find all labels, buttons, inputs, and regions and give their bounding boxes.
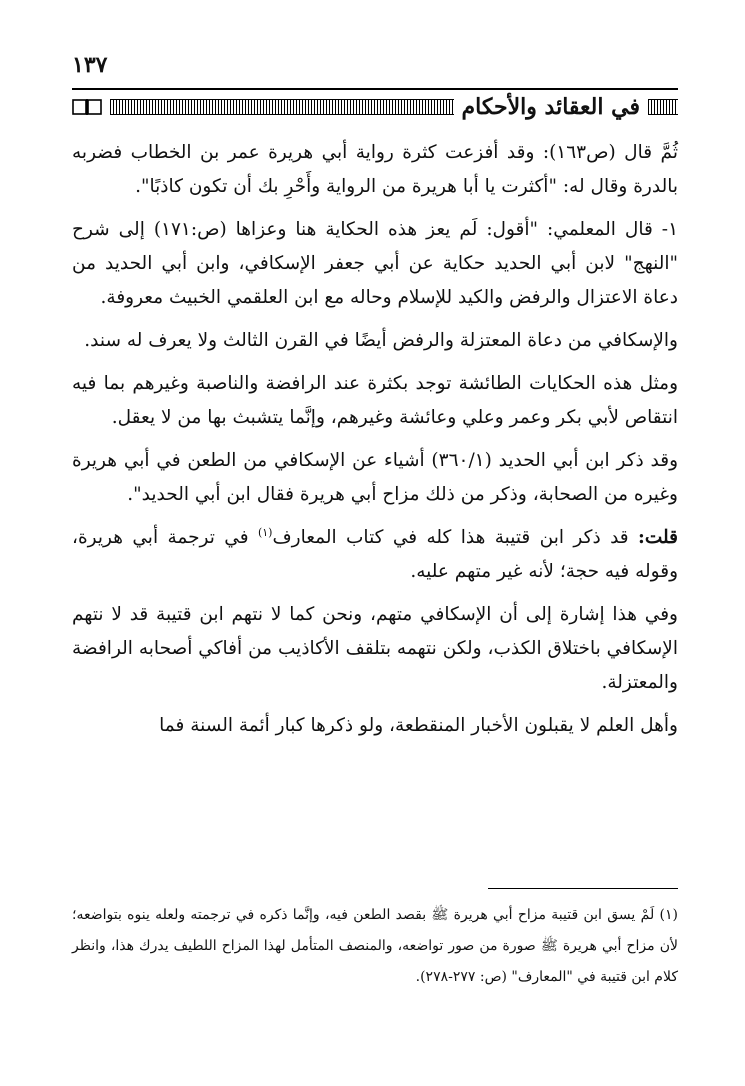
running-header xyxy=(72,88,678,124)
running-header-title: في العقائد والأحكام xyxy=(461,94,640,120)
qult-lead: قلت: xyxy=(638,527,678,548)
qult-text-continued: في ترجمة أبي هريرة، وقوله فيه حجة؛ لأنه غير متهم عليه. xyxy=(72,527,678,582)
qult-text: قد ذكر ابن قتيبة هذا كله في كتاب المعارف xyxy=(272,527,639,548)
paragraph: وقد ذكر ابن أبي الحديد (٣٦٠/١) أشياء عن الإسكافي من الطعن في أبي هريرة وغيره من الصحابة، وذكر من ذلك مزاح أبي هريرة فقال ابن أبي الحديد". xyxy=(72,450,679,505)
paragraph: ثُمَّ قال (ص١٦٣): وقد أفزعت كثرة رواية أبي هريرة عمر بن الخطاب فضربه بالدرة وقال له: "أكثرت يا أبا هريرة من الرواية وأَحْرِ بك أن تكون كاذبًا". xyxy=(72,142,678,197)
footnote-reference: (١) xyxy=(257,525,273,539)
paragraph: وأهل العلم لا يقبلون الأخبار المنقطعة، ولو ذكرها كبار أئمة السنة فما xyxy=(159,715,678,736)
footnote: (١) لَمْ يسق ابن قتيبة مزاح أبي هريرة ﷺ بقصد الطعن فيه، وإنَّما ذكره في ترجمته ولعله ينوه بتواضعه؛ لأن مزاح أبي هريرة ﷺ صورة من صور تواضعه، والمنصف المتأمل لهذا المزاح اللطيف يدرك هذا، وانظر كلام ابن قتيبة في "المعارف" (ص: ٢٧٧-٢٧٨). xyxy=(72,907,678,985)
paragraph: ومثل هذه الحكايات الطائشة توجد بكثرة عند الرافضة والناصبة وغيرهم بما فيه انتقاص لأبي بكر وعمر وعلي وعائشة وغيرهم، وإنَّما يتشبث بها من لا يعقل. xyxy=(72,373,678,428)
open-book-icon xyxy=(72,98,102,116)
paragraph: وفي هذا إشارة إلى أن الإسكافي متهم، ونحن كما لا نتهم ابن قتيبة قد لا نتهم الإسكافي باختلاق الكذب، ولكن نتهمه بتلقف الأكاذيب من أفاكي أصحابه الرافضة والمعتزلة. xyxy=(72,604,678,693)
page-number: ١٣٧ xyxy=(72,52,108,78)
qult-paragraph xyxy=(72,521,678,589)
header-ornament-left xyxy=(110,99,454,115)
header-ornament-right xyxy=(648,99,678,115)
paragraph: والإسكافي من دعاة المعتزلة والرفض أيضًا في القرن الثالث ولا يعرف له سند. xyxy=(84,330,678,351)
paragraph: ١- قال المعلمي: "أقول: لَم يعز هذه الحكاية هنا وعزاها (ص:١٧١) إلى شرح "النهج" لابن أبي الحديد حكاية عن أبي جعفر الإسكافي، وابن أبي الحديد من دعاة الاعتزال والرفض والكيد للإسلام وحاله مع ابن العلقمي الخبيث معروفة. xyxy=(72,219,678,308)
book-page xyxy=(72,52,678,1062)
main-text xyxy=(72,136,678,752)
footnote-divider xyxy=(488,888,678,889)
